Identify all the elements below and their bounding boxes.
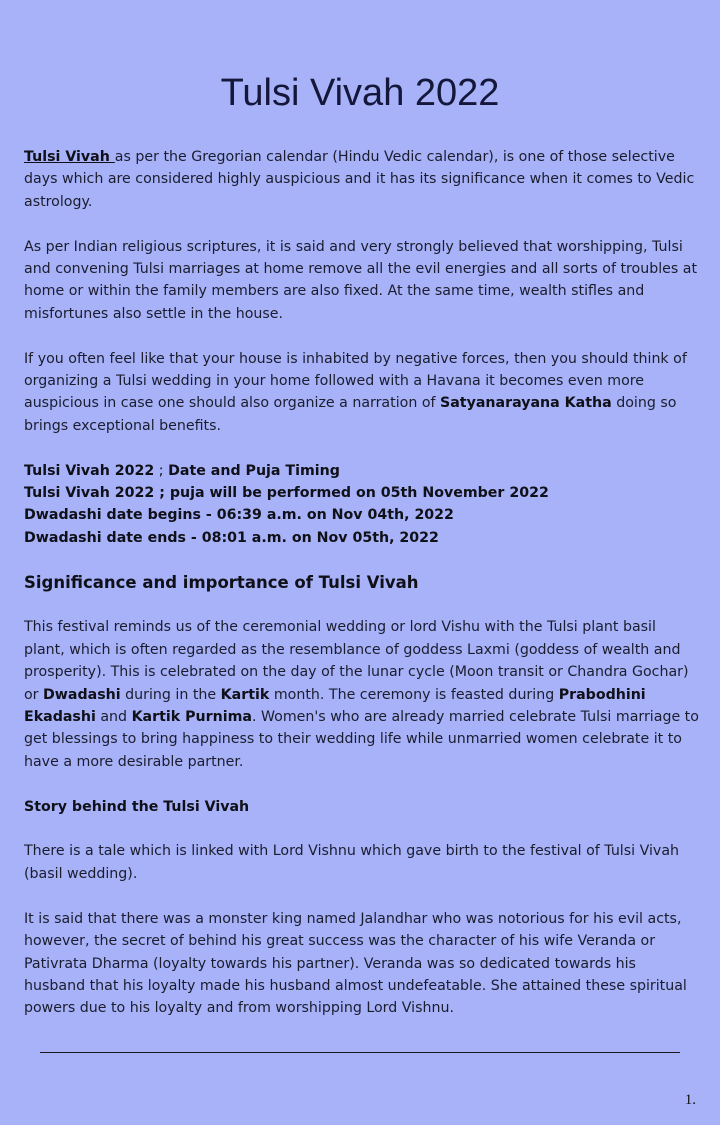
timing-line-3: Dwadashi date begins - 06:39 a.m. on Nov 04th, 2022 xyxy=(24,507,454,524)
timing-line-2: Tulsi Vivah 2022 ; puja will be performed on 05th November 2022 xyxy=(24,485,549,502)
negative-forces-paragraph xyxy=(24,348,700,438)
significance-text-3: month. The ceremony is feasted during xyxy=(269,686,559,703)
prabodhini-ekadashi-bold: Prabodhini Ekadashi xyxy=(24,686,646,726)
article-body xyxy=(24,146,700,1042)
intro-paragraph xyxy=(24,146,700,213)
timing-title: Tulsi Vivah 2022 xyxy=(24,462,155,479)
significance-text-4: and xyxy=(95,709,132,726)
intro-text: as per the Gregorian calendar (Hindu Vedic calendar), is one of those selective days which are considered highly auspicious and it has its significance when it comes to Vedic astrology. xyxy=(24,149,695,210)
story-heading: Story behind the Tulsi Vivah xyxy=(24,798,250,815)
timing-block xyxy=(24,460,700,550)
timing-subtitle: Date and Puja Timing xyxy=(168,462,340,479)
kartik-bold: Kartik xyxy=(220,686,270,703)
satyanarayana-katha: Satyanarayana Katha xyxy=(440,395,612,412)
page-title: Tulsi Vivah 2022 xyxy=(220,72,500,114)
page-number: 1. xyxy=(684,1092,696,1108)
significance-text-5: . Women's who are already married celebrate Tulsi marriage to get blessings to bring happiness to their wedding life while unmarried women celebrate it to have a more desirable partner. xyxy=(24,709,699,770)
significance-heading: Significance and importance of Tulsi Vivah xyxy=(24,572,419,592)
story-paragraph-1: There is a tale which is linked with Lord Vishnu which gave birth to the festival of Tulsi Vivah (basil wedding). xyxy=(24,843,680,882)
scripture-paragraph: As per Indian religious scriptures, it is said and very strongly believed that worshipping, Tulsi and convening Tulsi marriages at home remove all the evil energies and all sorts of troubles at home or within the family members are also fixed. At the same time, wealth stifles and misfortunes also settle in the house. xyxy=(24,238,698,322)
tulsi-vivah-link[interactable]: Tulsi Vivah xyxy=(24,149,115,165)
timing-line-1 xyxy=(24,460,700,482)
story-paragraph-2: It is said that there was a monster king named Jalandhar who was notorious for his evil acts, however, the secret of behind his great success was the character of his wife Veranda or Pativrata Dharma (loyalty towards his partner). Veranda was so dedicated towards his husband that his loyalty made his husband almost undefeatable. She attained these spiritual powers due to his loyalty and from worshipping Lord Vishnu. xyxy=(24,910,687,1017)
dwadashi-bold: Dwadashi xyxy=(43,686,121,703)
timing-line-4: Dwadashi date ends - 08:01 a.m. on Nov 05th, 2022 xyxy=(24,529,439,546)
timing-separator: ; xyxy=(154,462,169,479)
significance-paragraph xyxy=(24,616,700,773)
footer-divider xyxy=(40,1052,680,1053)
kartik-purnima-bold: Kartik Purnima xyxy=(131,709,252,726)
negative-forces-text-end: doing so brings exceptional benefits. xyxy=(24,395,677,434)
negative-forces-text: If you often feel like that your house is inhabited by negative forces, then you should think of organizing a Tulsi wedding in your home followed with a Havana it becomes even more auspicious in case one should also organize a narration of xyxy=(24,350,687,412)
significance-text-1: This festival reminds us of the ceremonial wedding or lord Vishu with the Tulsi plant basil plant, which is often regarded as the resemblance of goddess Laxmi (goddess of wealth and prosperity). This is celebrated on the day of the lunar cycle (Moon transit or Chandra Gochar) or xyxy=(24,619,689,703)
significance-text-2: during in the xyxy=(120,686,221,703)
